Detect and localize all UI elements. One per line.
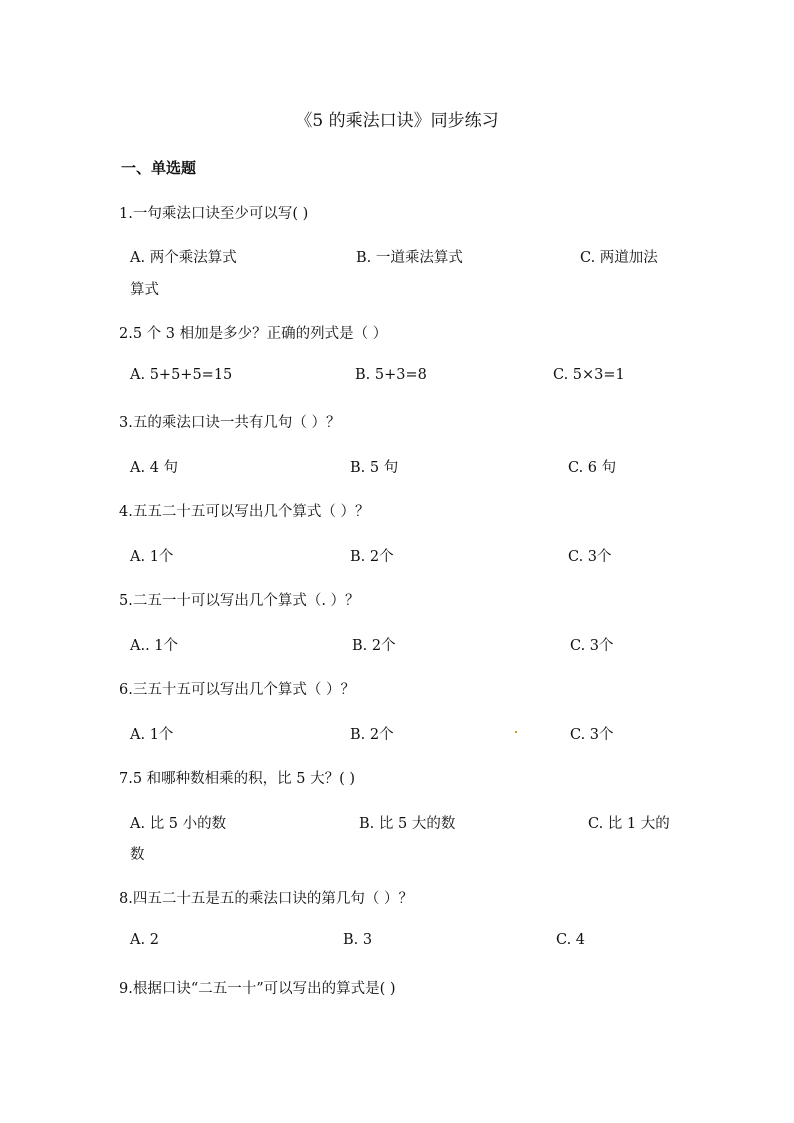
q1-option-c[interactable]: C. 两道加法 — [580, 250, 658, 266]
q5-option-b[interactable]: B. 2个 — [352, 638, 396, 654]
question-5: 5.二五一十可以写出几个算式（. ）？ — [119, 593, 360, 609]
question-6: 6.三五十五可以写出几个算式（ ）？ — [119, 682, 355, 698]
q1-option-b[interactable]: B. 一道乘法算式 — [356, 250, 463, 266]
q6-option-b[interactable]: B. 2个 — [350, 727, 394, 743]
q7-option-a[interactable]: A. 比 5 小的数 — [130, 816, 227, 832]
q6-option-c[interactable]: C. 3个 — [570, 727, 614, 743]
question-7: 7.5 和哪种数相乘的积，比 5 大？( ) — [119, 771, 356, 787]
q7-option-c[interactable]: C. 比 1 大的 — [588, 816, 670, 832]
q5-option-a[interactable]: A.. 1个 — [130, 638, 179, 654]
question-3: 3.五的乘法口诀一共有几句（ ）？ — [119, 415, 341, 431]
stray-mark — [515, 731, 517, 733]
q8-option-c[interactable]: C. 4 — [556, 932, 586, 948]
q2-option-a[interactable]: A. 5+5+5=15 — [130, 367, 233, 383]
q2-option-b[interactable]: B. 5+3=8 — [355, 367, 427, 383]
page-title: 《5 的乘法口诀》同步练习 — [295, 111, 499, 131]
question-4: 4.五五二十五可以写出几个算式（ ）？ — [119, 504, 370, 520]
q7-option-b[interactable]: B. 比 5 大的数 — [359, 816, 456, 832]
q3-option-c[interactable]: C. 6 句 — [568, 460, 617, 476]
q1-option-a[interactable]: A. 两个乘法算式 — [130, 250, 237, 266]
q3-option-b[interactable]: B. 5 句 — [350, 460, 399, 476]
question-1: 1.一句乘法口诀至少可以写( ) — [119, 206, 309, 222]
section-heading: 一、单选题 — [121, 159, 197, 177]
q2-option-c[interactable]: C. 5×3=1 — [553, 367, 625, 383]
question-9: 9.根据口诀“二五一十”可以写出的算式是( ) — [119, 981, 396, 997]
question-8: 8.四五二十五是五的乘法口诀的第几句（ ）？ — [119, 891, 413, 907]
question-2: 2.5 个 3 相加是多少？正确的列式是（ ） — [119, 326, 388, 342]
q4-option-b[interactable]: B. 2个 — [350, 549, 394, 565]
q8-option-a[interactable]: A. 2 — [130, 932, 159, 948]
q8-option-b[interactable]: B. 3 — [343, 932, 373, 948]
q5-option-c[interactable]: C. 3个 — [570, 638, 614, 654]
q3-option-a[interactable]: A. 4 句 — [130, 460, 179, 476]
q6-option-a[interactable]: A. 1个 — [130, 727, 174, 743]
q4-option-c[interactable]: C. 3个 — [568, 549, 612, 565]
q4-option-a[interactable]: A. 1个 — [130, 549, 174, 565]
q7-option-c-continuation: 数 — [130, 847, 145, 863]
q1-option-c-continuation: 算式 — [130, 282, 159, 298]
